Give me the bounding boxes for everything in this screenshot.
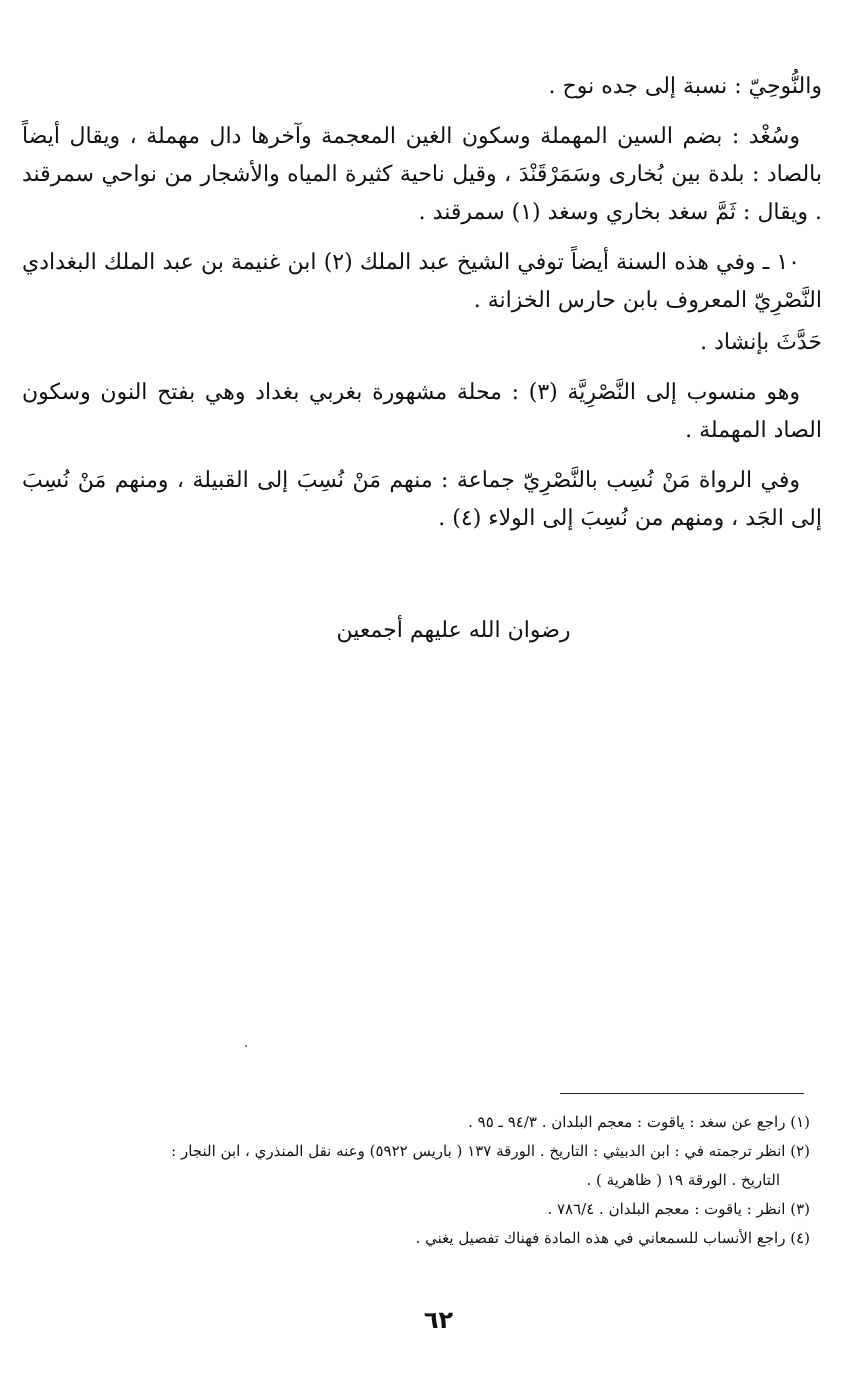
paragraph-nasriyya: وهو منسوب إلى النَّصْرِيَّة (٣) : محلة مشهورة بغربي بغداد وهي بفتح النون وسكون الصاد المهملة .: [22, 380, 822, 443]
footnote-2: (٢) انظر ترجمته في : ابن الدبيثي : التاريخ . الورقة ١٣٧ ( باريس ٥٩٢٢) وعنه نقل المنذري ، ابن النجار :: [171, 1142, 810, 1160]
paragraph-ruwat: وفي الرواة مَنْ نُسِب بالنَّصْرِيّ جماعة : منهم مَنْ نُسِبَ إلى القبيلة ، ومنهم مَنْ نُسِبَ إلى الجَد ، ومنهم من نُسِبَ إلى الولاء (٤) .: [22, 468, 822, 531]
scan-speck: [245, 1045, 247, 1047]
paragraph-sughd: وسُغْد : بضم السين المهملة وسكون الغين المعجمة وآخرها دال مهملة ، ويقال أيضاً بالصاد : بلدة بين بُخارى وسَمَرْقَنْدَ ، وقيل ناحية كثيرة المياه والأشجار من نواحي سمرقند . ويقال : ثَمَّ سغد بخاري وسغد (١) سمرقند .: [22, 124, 822, 225]
footnotes: [30, 1108, 810, 1253]
footnote-1: (١) راجع عن سغد : ياقوت : معجم البلدان . ٩٤/٣ ـ ٩٥ .: [468, 1113, 810, 1131]
paragraph-haddatha: حَدَّثَ بإنشاد .: [700, 330, 822, 355]
page-number: ٦٢: [423, 1306, 454, 1334]
footnote-divider: [560, 1093, 804, 1094]
paragraph-entry-10: ١٠ ـ وفي هذه السنة أيضاً توفي الشيخ عبد الملك (٢) ابن غنيمة بن عبد الملك البغدادي النَّصْرِيّ المعروف بابن حارس الخزانة .: [22, 250, 822, 313]
footnote-3: (٣) انظر : ياقوت : معجم البلدان . ٧٨٦/٤ .: [547, 1200, 810, 1218]
closing-phrase: رضوان الله عليهم أجمعين: [336, 618, 571, 643]
paragraph-nuhi: والنُّوحِيّ : نسبة إلى جده نوح .: [548, 74, 822, 99]
main-text: [22, 68, 822, 550]
footnote-2-continuation: التاريخ . الورقة ١٩ ( ظاهرية ) .: [586, 1171, 780, 1189]
footnote-4: (٤) راجع الأنساب للسمعاني في هذه المادة فهناك تفصيل يغني .: [415, 1229, 810, 1247]
